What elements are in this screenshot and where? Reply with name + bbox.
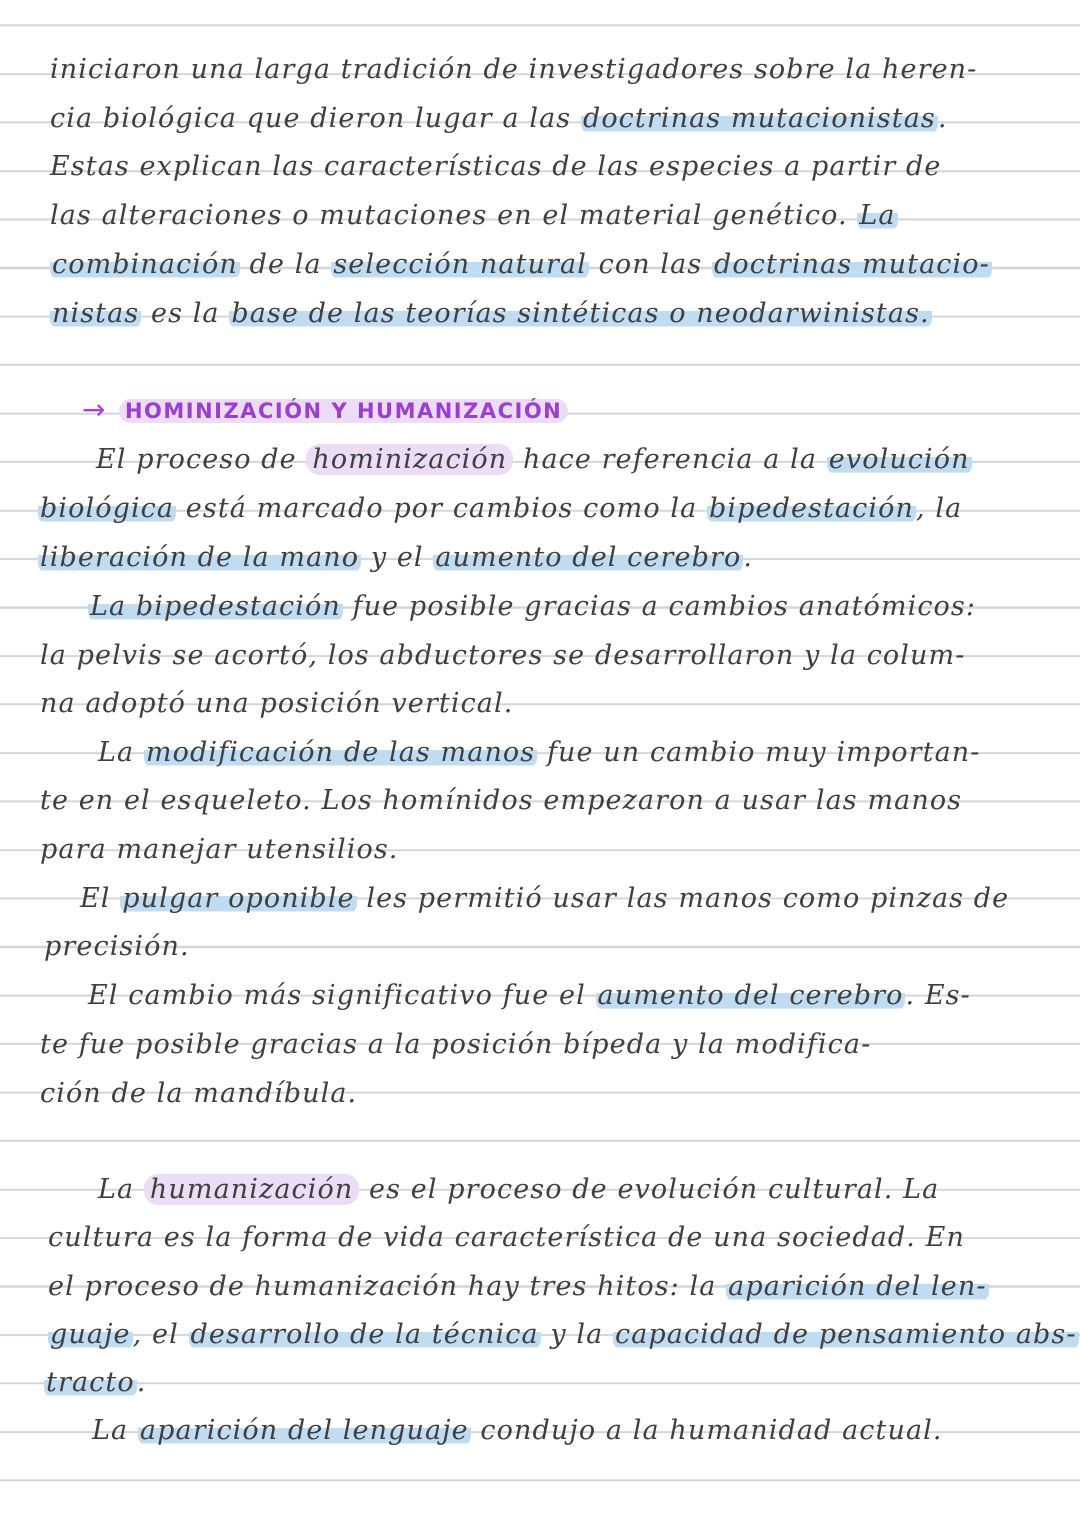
text: El cambio más significativo fue el bbox=[88, 980, 586, 1011]
text: iniciaron una larga tradición de investigadores sobre la heren- bbox=[50, 54, 978, 85]
highlight: La bbox=[859, 200, 896, 231]
highlight: guaje bbox=[50, 1319, 131, 1350]
text-line bbox=[0, 636, 1080, 676]
text: cultura es la forma de vida característica de una sociedad. En bbox=[48, 1222, 965, 1253]
text: está marcado por cambios como la bbox=[185, 493, 698, 524]
text: El bbox=[80, 883, 111, 914]
highlight: selección natural bbox=[333, 249, 587, 280]
highlight: doctrinas mutacio- bbox=[713, 249, 990, 280]
text-line bbox=[0, 1074, 1080, 1114]
text: te fue posible gracias a la posición bípeda y la modifica- bbox=[40, 1029, 872, 1060]
text: condujo a la humanidad actual. bbox=[480, 1415, 943, 1446]
text-line bbox=[0, 245, 1080, 285]
text: te en el esqueleto. Los homínidos empezaron a usar las manos bbox=[40, 785, 963, 816]
text: Estas explican las características de las especies a partir de bbox=[50, 151, 942, 182]
highlight: liberación de la mano bbox=[40, 542, 360, 573]
text-line bbox=[0, 489, 1080, 529]
text: La bbox=[92, 1415, 129, 1446]
text-line bbox=[0, 830, 1080, 870]
text-line bbox=[0, 781, 1080, 821]
highlight-purple: humanización bbox=[144, 1174, 359, 1205]
text: ción de la mandíbula. bbox=[40, 1078, 358, 1109]
text: y la bbox=[550, 1319, 604, 1350]
text: . bbox=[743, 542, 754, 573]
arrow-right-icon: → bbox=[82, 393, 107, 426]
text-line bbox=[0, 440, 1080, 480]
text: les permitió usar las manos como pinzas de bbox=[366, 883, 1010, 914]
text: . bbox=[937, 103, 948, 134]
text: es el proceso de evolución cultural. La bbox=[369, 1174, 940, 1205]
text: cia biológica que dieron lugar a las bbox=[50, 103, 572, 134]
section-heading bbox=[82, 392, 568, 428]
section-title: HOMINIZACIÓN Y HUMANIZACIÓN bbox=[119, 399, 568, 423]
text: La bbox=[98, 737, 135, 768]
highlight: base de las teorías sintéticas o neodarwinistas. bbox=[231, 298, 930, 329]
text: las alteraciones o mutaciones en el material genético. bbox=[50, 200, 848, 231]
text-line bbox=[0, 99, 1080, 139]
text-line bbox=[0, 1363, 1080, 1403]
text-line bbox=[0, 1315, 1080, 1355]
text-line bbox=[0, 147, 1080, 187]
text: precisión. bbox=[44, 931, 190, 962]
text-line bbox=[0, 587, 1080, 627]
highlight: combinación bbox=[52, 249, 238, 280]
highlight: doctrinas mutacionistas bbox=[582, 103, 936, 134]
text: es la bbox=[150, 298, 220, 329]
text: la pelvis se acortó, los abductores se desarrollaron y la colum- bbox=[40, 640, 966, 671]
text-line bbox=[0, 1170, 1080, 1210]
text-line bbox=[0, 50, 1080, 90]
highlight: evolución bbox=[828, 444, 970, 475]
text: fue posible gracias a cambios anatómicos: bbox=[352, 591, 977, 622]
text: . Es- bbox=[905, 980, 971, 1011]
text-line bbox=[0, 684, 1080, 724]
text-line bbox=[0, 196, 1080, 236]
text-line bbox=[0, 1218, 1080, 1258]
highlight: modificación de las manos bbox=[145, 737, 536, 768]
text: hace referencia a la bbox=[522, 444, 818, 475]
text: y el bbox=[370, 542, 424, 573]
text-line bbox=[0, 1025, 1080, 1065]
text: de la bbox=[249, 249, 322, 280]
highlight: capacidad de pensamiento abs- bbox=[615, 1319, 1077, 1350]
highlight: aumento del cerebro bbox=[435, 542, 742, 573]
text-line bbox=[0, 879, 1080, 919]
text-line bbox=[0, 294, 1080, 334]
text: El proceso de bbox=[96, 444, 297, 475]
text: , el bbox=[132, 1319, 179, 1350]
text: na adoptó una posición vertical. bbox=[40, 688, 514, 719]
text: para manejar utensilios. bbox=[40, 834, 399, 865]
highlight: pulgar oponible bbox=[122, 883, 355, 914]
highlight: aparición del lenguaje bbox=[139, 1415, 469, 1446]
text-line bbox=[0, 538, 1080, 578]
highlight: tracto bbox=[46, 1367, 135, 1398]
text-line bbox=[0, 1267, 1080, 1307]
text: con las bbox=[598, 249, 703, 280]
text-line bbox=[0, 976, 1080, 1016]
highlight: aparición del len- bbox=[728, 1271, 987, 1302]
text: La bbox=[98, 1174, 135, 1205]
text: , la bbox=[915, 493, 963, 524]
text: . bbox=[136, 1367, 147, 1398]
highlight: desarrollo de la técnica bbox=[190, 1319, 539, 1350]
text: fue un cambio muy importan- bbox=[546, 737, 981, 768]
highlight: La bipedestación bbox=[90, 591, 341, 622]
highlight: aumento del cerebro bbox=[597, 980, 904, 1011]
text-line bbox=[0, 1411, 1080, 1451]
highlight: nistas bbox=[52, 298, 140, 329]
text-line bbox=[0, 927, 1080, 967]
text-line bbox=[0, 733, 1080, 773]
text: el proceso de humanización hay tres hitos: la bbox=[48, 1271, 717, 1302]
highlight: biológica bbox=[40, 493, 175, 524]
highlight-purple: hominización bbox=[306, 444, 513, 475]
highlight: bipedestación bbox=[709, 493, 914, 524]
